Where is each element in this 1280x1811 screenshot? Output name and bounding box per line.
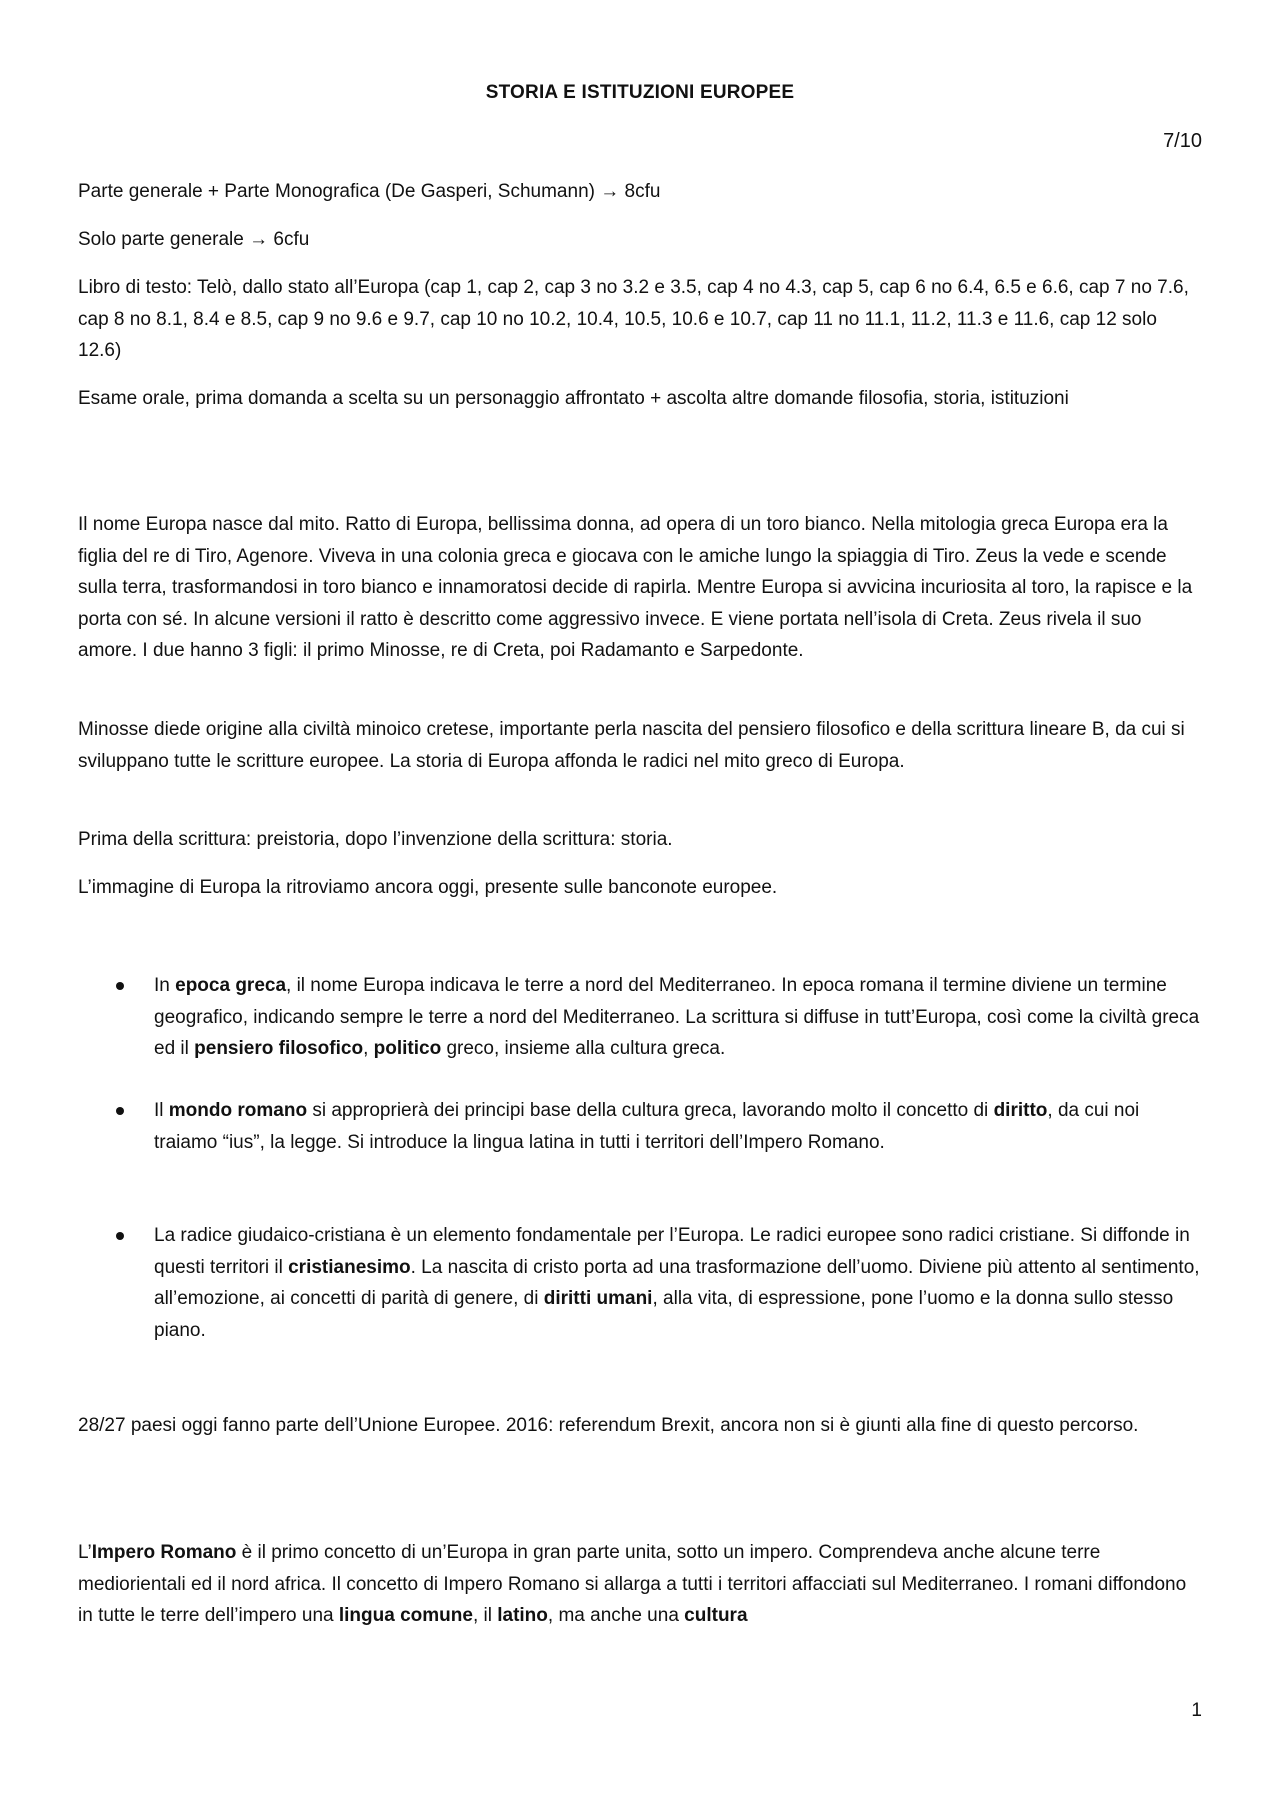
list-item	[78, 970, 1202, 1065]
intro-exam: Esame orale, prima domanda a scelta su un personaggio affrontato + ascolta altre domande filosofia, storia, istituzioni	[78, 388, 1069, 409]
bullet-christian-roots: La radice giudaico-cristiana è un elemento fondamentale per l’Europa. Le radici europee sono radici cristiane. Si diffonde in questi territori il cristianesimo. La nascita di cristo porta ad una trasformazione dell’uomo. Diviene più attento al sentimento, all’emozione, ai concetti di parità di genere, di diritti umani, alla vita, di espressione, pone l’uomo e la donna sullo stesso piano.	[154, 1225, 1200, 1341]
bullet-icon	[116, 1107, 124, 1115]
bullet-icon	[116, 982, 124, 990]
intro-cfu-partial: Solo parte generale → 6cfu	[78, 229, 310, 250]
brexit-paragraph-block	[78, 1410, 1202, 1442]
bullet-roman-world: Il mondo romano si approprierà dei principi base della cultura greca, lavorando molto il concetto di diritto, da cui noi traiamo “ius”, la legge. Si introduce la lingua latina in tutti i territori dell’Impero Romano.	[154, 1100, 1140, 1153]
myth-paragraph: Il nome Europa nasce dal mito. Ratto di Europa, bellissima donna, ad opera di un toro bianco. Nella mitologia greca Europa era la figlia del re di Tiro, Agenore. Viveva in una colonia greca e giocava con le amiche lungo la spiaggia di Tiro. Zeus la vede e scende sulla terra, trasformandosi in toro bianco e innamoratosi decide di rapirla. Mentre Europa si avvicina incuriosita al toro, la rapisce e la porta con sé. In alcune versioni il ratto è descritto come aggressivo invece. E viene portata nell’isola di Creta. Zeus rivela il suo amore. I due hanno 3 figli: il primo Minosse, re di Creta, poi Radamanto e Sarpedonte.	[78, 514, 1193, 661]
document-title: STORIA E ISTITUZIONI EUROPEE	[485, 82, 795, 103]
minos-paragraph-block	[78, 714, 1202, 777]
intro-cfu-partial-block	[78, 224, 1202, 256]
brexit-paragraph: 28/27 paesi oggi fanno parte dell’Unione Europee. 2016: referendum Brexit, ancora non si è giunti alla fine di questo percorso.	[78, 1415, 1139, 1436]
banknote-paragraph-block	[78, 872, 1202, 904]
roman-empire-paragraph: L’Impero Romano è il primo concetto di un’Europa in gran parte unita, sotto un impero. Comprendeva anche alcune terre mediorientali ed il nord africa. Il concetto di Impero Romano si allarga a tutti i territori affacciati sul Mediterraneo. I romani diffondono in tutte le terre dell’impero una lingua comune, il latino, ma anche una cultura	[78, 1542, 1187, 1626]
intro-textbook: Libro di testo: Telò, dallo stato all’Europa (cap 1, cap 2, cap 3 no 3.2 e 3.5, cap 4 no 4.3, cap 5, cap 6 no 6.4, 6.5 e 6.6, cap 7 no 7.6, cap 8 no 8.1, 8.4 e 8.5, cap 9 no 9.6 e 9.7, cap 10 no 10.2, 10.4, 10.5, 10.6 e 10.7, cap 11 no 11.1, 11.2, 11.3 e 11.6, cap 12 solo 12.6)	[78, 277, 1189, 361]
intro-cfu-full: Parte generale + Parte Monografica (De Gasperi, Schumann) → 8cfu	[78, 181, 661, 202]
roman-empire-paragraph-block	[78, 1537, 1202, 1632]
intro-textbook-block	[78, 272, 1202, 367]
intro-exam-block	[78, 383, 1202, 415]
bullet-greek-era: In epoca greca, il nome Europa indicava le terre a nord del Mediterraneo. In epoca romana il termine diviene un termine geografico, indicando sempre le terre a nord del Mediterraneo. La scrittura si diffuse in tutt’Europa, così come la civiltà greca ed il pensiero filosofico, politico greco, insieme alla cultura greca.	[154, 975, 1200, 1059]
page-number: 1	[1191, 1700, 1202, 1721]
banknote-paragraph: L’immagine di Europa la ritroviamo ancora oggi, presente sulle banconote europee.	[78, 877, 778, 898]
list-item	[78, 1220, 1202, 1346]
intro-course-info	[78, 176, 1202, 208]
myth-paragraph-block	[78, 509, 1202, 667]
minos-paragraph: Minosse diede origine alla civiltà minoico cretese, importante perla nascita del pensiero filosofico e della scrittura lineare B, da cui si sviluppano tutte le scritture europee. La storia di Europa affonda le radici nel mito greco di Europa.	[78, 719, 1185, 772]
bullet-icon	[116, 1232, 124, 1240]
list-item	[78, 1095, 1202, 1158]
prehistory-paragraph: Prima della scrittura: preistoria, dopo l’invenzione della scrittura: storia.	[78, 829, 673, 850]
prehistory-paragraph-block	[78, 824, 1202, 856]
document-date: 7/10	[1163, 130, 1202, 152]
